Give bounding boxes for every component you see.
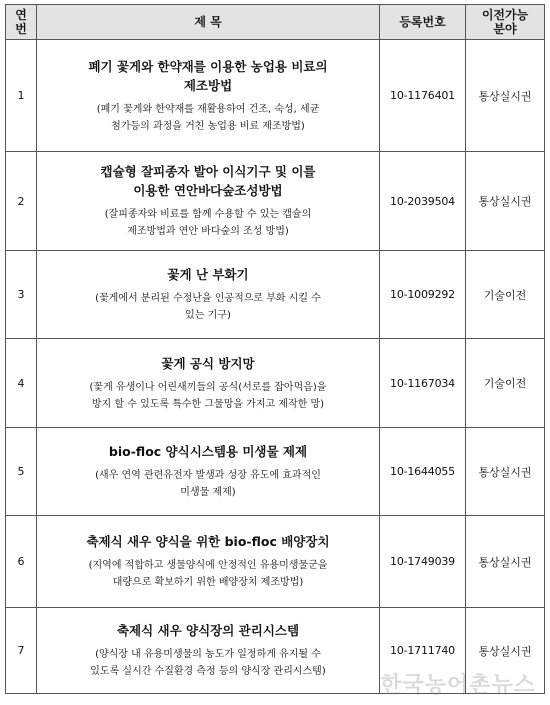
row-title: 폐기 꽃게와 한약재를 이용한 농업용 비료의 제조방법 bbox=[88, 58, 328, 93]
row-number: 4 bbox=[6, 339, 37, 428]
table-row bbox=[6, 516, 545, 608]
row-type: 통상실시권 bbox=[466, 152, 545, 251]
row-title: bio-floc 양식시스템용 미생물 제제 bbox=[108, 444, 308, 459]
row-title: 캡슐형 잘피종자 발아 이식기구 및 이를 이용한 연안바다숲조성방법 bbox=[100, 164, 316, 198]
row-number: 3 bbox=[6, 251, 37, 339]
row-title-cell bbox=[37, 251, 380, 339]
row-desc: (지역에 적합하고 생물양식에 안정적인 유용미생물군을 대량으로 확보하기 위한 배양장치 제조방법) bbox=[88, 560, 328, 588]
row-title-cell bbox=[37, 339, 380, 428]
row-title-cell bbox=[37, 516, 380, 608]
table-row bbox=[6, 40, 545, 152]
row-number: 6 bbox=[6, 516, 37, 608]
row-desc: (양식장 내 유용미생물의 농도가 일정하게 유지될 수 있도록 실시간 수질환경 측정 등의 양식장 관리시스템) bbox=[90, 649, 326, 677]
row-reg: 10-1644055 bbox=[380, 428, 466, 516]
header-row bbox=[6, 5, 545, 40]
row-title-cell bbox=[37, 428, 380, 516]
watermark: 한국농어촌뉴스 bbox=[380, 673, 536, 698]
row-reg: 10-1711740 bbox=[380, 608, 466, 694]
row-desc: (폐기 꽃게와 한약재를 재활용하여 건조, 숙성, 세균 첨가등의 과정을 거친 농업용 비료 제조방법) bbox=[96, 103, 320, 132]
row-number: 2 bbox=[6, 152, 37, 251]
header-title: 제 목 bbox=[37, 5, 380, 40]
row-reg: 10-1009292 bbox=[380, 251, 466, 339]
table-row bbox=[6, 152, 545, 251]
row-title: 꽃게 난 부화기 bbox=[167, 267, 249, 282]
table-row bbox=[6, 251, 545, 339]
table-row bbox=[6, 339, 545, 428]
patent-table bbox=[5, 4, 545, 694]
row-desc: (꽃게에서 분리된 수정난을 인공적으로 부화 시킬 수 있는 기구) bbox=[95, 293, 321, 321]
row-type: 통상실시권 bbox=[466, 608, 545, 694]
row-reg: 10-1176401 bbox=[380, 40, 466, 152]
row-title-cell bbox=[37, 152, 380, 251]
row-title-cell bbox=[37, 40, 380, 152]
row-type: 통상실시권 bbox=[466, 428, 545, 516]
header-type: 이전가능 분야 bbox=[466, 5, 545, 40]
row-number: 1 bbox=[6, 40, 37, 152]
header-reg: 등록번호 bbox=[380, 5, 466, 40]
row-type: 통상실시권 bbox=[466, 40, 545, 152]
row-title: 축제식 새우 양식장의 관리시스템 bbox=[116, 623, 300, 638]
row-title: 축제식 새우 양식을 위한 bio-floc 배양장치 bbox=[86, 534, 330, 549]
row-reg: 10-2039504 bbox=[380, 152, 466, 251]
table-row bbox=[6, 428, 545, 516]
row-number: 5 bbox=[6, 428, 37, 516]
row-title-cell bbox=[37, 608, 380, 694]
row-number: 7 bbox=[6, 608, 37, 694]
row-desc: (잘피종자와 비료를 함께 수용할 수 있는 캡슐의 제조방법과 연안 바다숲의 조성 방법) bbox=[104, 209, 312, 237]
row-type: 기술이전 bbox=[466, 339, 545, 428]
row-type: 기술이전 bbox=[466, 251, 545, 339]
row-reg: 10-1749039 bbox=[380, 516, 466, 608]
row-type: 통상실시권 bbox=[466, 516, 545, 608]
header-no: 연 번 bbox=[6, 5, 37, 40]
row-desc: (새우 연역 관련유전자 발생과 성장 유도에 효과적인 미생물 제제) bbox=[95, 470, 321, 498]
row-reg: 10-1167034 bbox=[380, 339, 466, 428]
row-desc: (꽃게 유생이나 어린새끼들의 공식(서로를 잡아먹음)을 방지 할 수 있도록 특수한 그물망을 가지고 제작한 망) bbox=[89, 381, 327, 410]
row-title: 꽃게 공식 방지망 bbox=[161, 355, 255, 371]
